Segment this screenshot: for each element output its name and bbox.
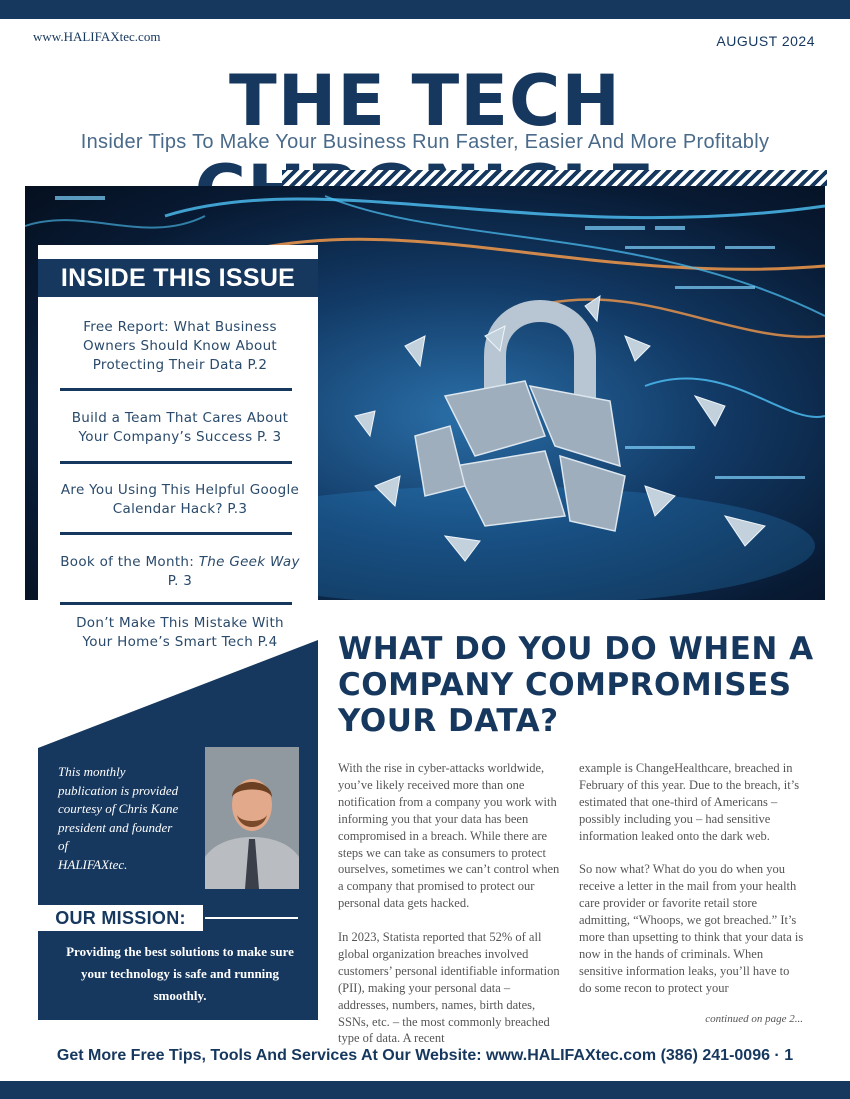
sponsor-line: president and founder — [58, 819, 173, 835]
toc-item-build-team[interactable]: Build a Team That Cares About Your Company’s Success P. 3 — [71, 410, 289, 445]
sponsor-text — [58, 763, 193, 874]
person-portrait-icon — [205, 747, 299, 889]
toc-book-suffix: P. 3 — [167, 573, 193, 589]
article-column-right — [579, 760, 804, 1014]
article-column-left — [338, 760, 563, 1064]
article-paragraph: With the rise in cyber-attacks worldwide, you’ve likely received more than one notification from a company you work with informing you that your data has been compromised in a breach. While there are steps we can take as consumers to protect ourselves, sometimes we can’t control when a company that promised to protect our personal data gets hacked. — [338, 761, 560, 911]
sponsor-line: courtesy of Chris Kane — [58, 801, 179, 816]
sponsor-line: publication is provided — [58, 782, 179, 798]
mission-divider — [205, 917, 298, 919]
issue-date: AUGUST 2024 — [716, 33, 815, 49]
hatch-divider — [282, 170, 827, 186]
article-paragraph: example is ChangeHealthcare, breached in February of this year. Due to the breach, it’s estimated that one-third of Americans – possibly including you – had sensitive information leaked onto the dark web. — [579, 761, 800, 843]
toc-divider — [60, 388, 292, 391]
toc-item-book-of-month[interactable] — [60, 553, 300, 591]
continued-note[interactable]: continued on page 2... — [705, 1013, 803, 1025]
mission-label: OUR MISSION: — [38, 905, 203, 931]
toc-item-calendar-hack[interactable]: Are You Using This Helpful Google Calendar Hack? P.3 — [60, 482, 300, 517]
toc-item-smart-tech[interactable]: Don’t Make This Mistake With Your Home’s Smart Tech P.4 — [76, 615, 284, 650]
sponsor-line: This monthly — [58, 764, 126, 779]
top-bar — [0, 0, 850, 19]
sponsor-line: of — [58, 838, 69, 853]
bottom-bar — [0, 1081, 850, 1099]
toc-item-free-report[interactable]: Free Report: What Business Owners Should Know About Protecting Their Data P.2 — [82, 319, 278, 373]
toc-divider — [60, 602, 292, 605]
masthead-title: THE TECH — [228, 60, 622, 142]
footer-cta[interactable]: Get More Free Tips, Tools And Services At Our Website: www.HALIFAXtec.com (386) 241-0096 · 1 — [56, 1047, 794, 1064]
author-photo — [205, 747, 299, 889]
toc-book-title: The Geek Way — [198, 554, 300, 570]
tagline: Insider Tips To Make Your Business Run Faster, Easier And More Profitably — [80, 131, 770, 153]
website-url[interactable]: www.HALIFAXtec.com — [33, 29, 161, 44]
toc-divider — [60, 532, 292, 535]
sponsor-line: HALIFAXtec. — [58, 856, 128, 872]
article-headline: WHAT DO YOU DO WHEN A COMPANY COMPROMISES YOUR DATA? — [338, 631, 814, 739]
inside-issue-heading: INSIDE THIS ISSUE — [38, 259, 318, 297]
mission-text: Providing the best solutions to make sure your technology is safe and running smoothly. — [66, 944, 294, 1003]
article-paragraph: In 2023, Statista reported that 52% of all global organization breaches involved customers’ personal identifiable information (PII), making your personal data – addresses, numbers, names, birth dates, SSNs, etc. – the most commonly breached type of data. A recent — [338, 930, 560, 1046]
toc-book-prefix: Book of the Month: — [60, 554, 199, 570]
toc-divider — [60, 461, 292, 464]
article-paragraph: So now what? What do you do when you receive a letter in the mail from your health care provider or favorite retail store admitting, “Whoops, we got breached.” It’s more than upsetting to think that your data is now in the hands of criminals. When sensitive information leaks, you’ll have to do some recon to protect your — [579, 862, 804, 995]
